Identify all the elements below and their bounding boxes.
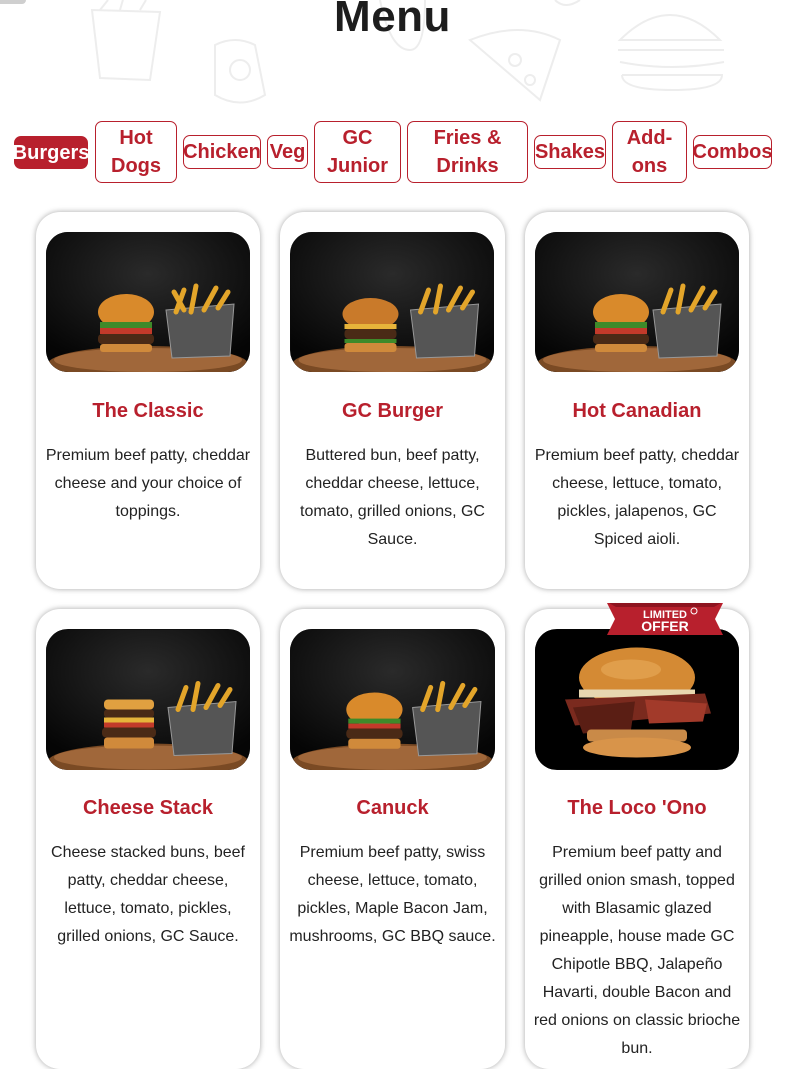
tab-veg[interactable]: Veg [267, 135, 308, 169]
menu-item-card[interactable] [36, 609, 260, 1069]
burger-fries-photo [290, 232, 494, 372]
burger-fries-photo [46, 629, 250, 770]
item-description: Premium beef patty, cheddar cheese, lettuce, tomato, pickles, jalapenos, GC Spiced aioli. [534, 447, 740, 548]
burger-fries-photo [535, 232, 739, 372]
item-name: Hot Canadian [572, 400, 702, 422]
menu-item-card[interactable] [36, 212, 260, 589]
tab-fries-drinks[interactable]: Fries & Drinks [407, 121, 528, 183]
page-title: Menu [334, 0, 451, 41]
item-description: Premium beef patty and grilled onion smash, topped with Blasamic glazed pineapple, house made GC Chipotle BBQ, Jalapeño Havarti, double Bacon and red onions on classic brioche bun. [533, 844, 741, 1057]
tab-hot-dogs[interactable]: Hot Dogs [95, 121, 177, 183]
tab-gc-junior[interactable]: GC Junior [314, 121, 401, 183]
item-description: Premium beef patty, cheddar cheese and your choice of toppings. [45, 447, 251, 520]
item-name: Cheese Stack [82, 797, 214, 819]
tab-chicken[interactable]: Chicken [183, 135, 261, 169]
limited-offer-badge [607, 603, 723, 635]
tab-burgers[interactable]: Burgers [14, 136, 88, 169]
burger-fries-photo [46, 232, 250, 372]
item-description: Premium beef patty, swiss cheese, lettuce, tomato, pickles, Maple Bacon Jam, mushrooms, GC BBQ sauce. [289, 844, 496, 945]
item-description: Buttered bun, beef patty, cheddar cheese, lettuce, tomato, grilled onions, GC Sauce. [300, 447, 485, 548]
item-name: The Loco 'Ono [567, 797, 707, 819]
item-name: Canuck [356, 797, 429, 819]
badge-line2: OFFER [641, 618, 689, 634]
menu-item-card[interactable] [280, 212, 505, 589]
menu-item-card[interactable] [525, 212, 749, 589]
menu-item-card[interactable] [280, 609, 505, 1069]
item-name: GC Burger [341, 400, 444, 422]
category-tabs [0, 121, 785, 183]
item-name: The Classic [92, 400, 204, 422]
item-description: Cheese stacked buns, beef patty, cheddar cheese, lettuce, tomato, pickles, grilled onions, GC Sauce. [51, 844, 245, 945]
loco-ono-burger-photo [535, 629, 739, 770]
menu-item-card[interactable] [525, 609, 749, 1069]
tab-add-ons[interactable]: Add-ons [612, 121, 687, 183]
tab-combos[interactable]: Combos [693, 135, 772, 169]
badge-line1: LIMITED [643, 609, 687, 621]
burger-fries-photo [290, 629, 495, 770]
tab-shakes[interactable]: Shakes [534, 135, 606, 169]
